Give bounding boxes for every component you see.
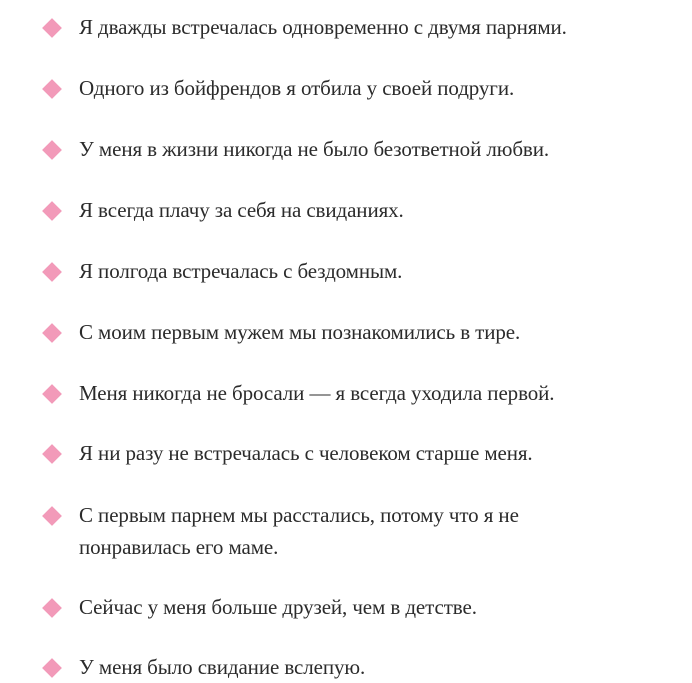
diamond-bullet-icon — [42, 18, 62, 38]
item-text: С моим первым мужем мы познакомились в тире. — [79, 320, 521, 344]
diamond-bullet-icon — [42, 384, 62, 404]
list-item — [42, 14, 642, 43]
diamond-bullet-icon — [42, 444, 62, 464]
diamond-bullet-icon — [42, 79, 62, 99]
list-item — [42, 380, 642, 409]
item-text: Я дважды встречалась одновременно с двумя парнями. — [79, 15, 567, 39]
item-text: Я всегда плачу за себя на свиданиях. — [79, 198, 404, 222]
list-item — [42, 197, 642, 226]
list-item — [42, 594, 642, 623]
list-item — [42, 75, 642, 104]
diamond-bullet-icon — [42, 140, 62, 160]
diamond-bullet-icon — [42, 201, 62, 221]
list-item — [42, 258, 642, 287]
item-text: У меня в жизни никогда не было безответной любви. — [79, 137, 550, 161]
list-item — [42, 502, 562, 563]
list-item — [42, 440, 642, 469]
item-text: Сейчас у меня больше друзей, чем в детстве. — [79, 595, 477, 619]
diamond-bullet-icon — [42, 506, 62, 526]
item-text: Одного из бойфрендов я отбила у своей подруги. — [79, 76, 515, 100]
list-item — [42, 319, 642, 348]
diamond-bullet-icon — [42, 598, 62, 618]
diamond-bullet-icon — [42, 658, 62, 678]
list-item — [42, 136, 642, 165]
item-text: У меня было свидание вслепую. — [79, 655, 366, 679]
item-text: Я полгода встречалась с бездомным. — [79, 259, 403, 283]
item-text: С первым парнем мы расстались, потому что я не понравилась его маме. — [79, 503, 519, 559]
diamond-bullet-icon — [42, 262, 62, 282]
diamond-bullet-icon — [42, 323, 62, 343]
item-text: Я ни разу не встречалась с человеком старше меня. — [79, 441, 533, 465]
item-text: Меня никогда не бросали — я всегда уходила первой. — [79, 381, 555, 405]
